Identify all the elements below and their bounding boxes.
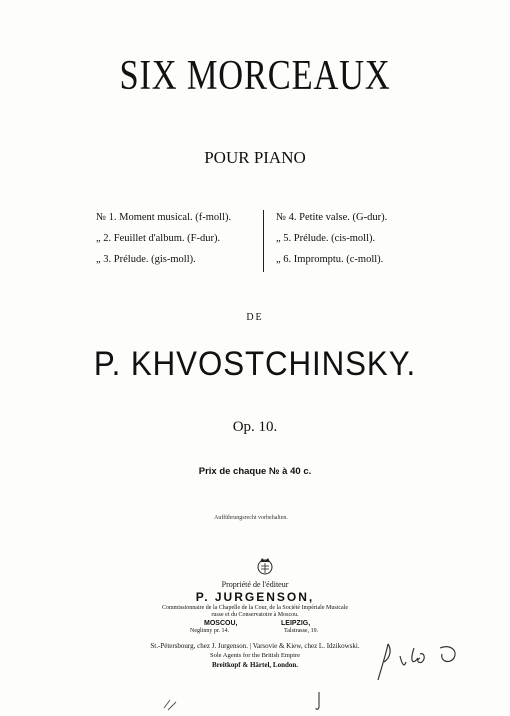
sole-agents-line: Sole Agents for the British Empire: [209, 652, 301, 659]
publisher-ownership: Propriété de l'éditeur: [221, 580, 289, 589]
city-leipzig: LEIPZIG,: [281, 620, 311, 627]
list-item: „ 6. Impromptu. (c-moll).: [276, 254, 384, 265]
list-item: „ 3. Prélude. (gis-moll).: [96, 254, 196, 265]
column-divider: [263, 210, 264, 272]
crest-icon: [255, 556, 275, 576]
price-line: Prix de chaque № à 40 c.: [198, 466, 312, 477]
address-moscow: Neglinny pr. 14.: [190, 628, 229, 634]
publisher-title-line: Commissionnaire de la Chapelle de la Cour, de la Société Impériale Musicale: [161, 605, 349, 611]
list-item: „ 5. Prélude. (cis-moll).: [276, 233, 376, 244]
list-item: № 4. Petite valse. (G-dur).: [276, 212, 388, 223]
signature-icon: [370, 636, 470, 686]
publisher-cities: [180, 620, 350, 638]
piece-list-right: [276, 207, 387, 270]
composer-name: P. KHVOSTCHINSKY.: [93, 345, 417, 383]
subtitle: POUR PIANO: [204, 148, 306, 167]
pencil-mark-icon: [160, 696, 180, 714]
rights-notice: Aufführungsrecht vorbehalten.: [214, 515, 288, 521]
city-moscow: MOSCOU,: [204, 620, 238, 627]
london-agent: Breitkopf & Härtel, London.: [211, 661, 298, 669]
piece-list-left: [96, 207, 231, 270]
page-title: SIX MORCEAUX: [119, 53, 391, 99]
opus-number: Op. 10.: [232, 419, 278, 435]
list-item: № 1. Moment musical. (f-moll).: [96, 212, 232, 223]
address-leipzig: Talstrasse, 19.: [284, 628, 319, 634]
publisher-name: P. JURGENSON,: [195, 590, 315, 604]
agents-line: St.-Pétersbourg, chez J. Jurgenson. | Varsovie & Kiew, chez L. Idzikowski.: [150, 642, 360, 650]
by-label: DE: [246, 312, 264, 323]
pencil-mark-icon: [314, 690, 324, 712]
list-item: „ 2. Feuillet d'album. (F-dur).: [96, 233, 221, 244]
publisher-title-line: russe et du Conservatoire à Moscou.: [211, 612, 299, 618]
